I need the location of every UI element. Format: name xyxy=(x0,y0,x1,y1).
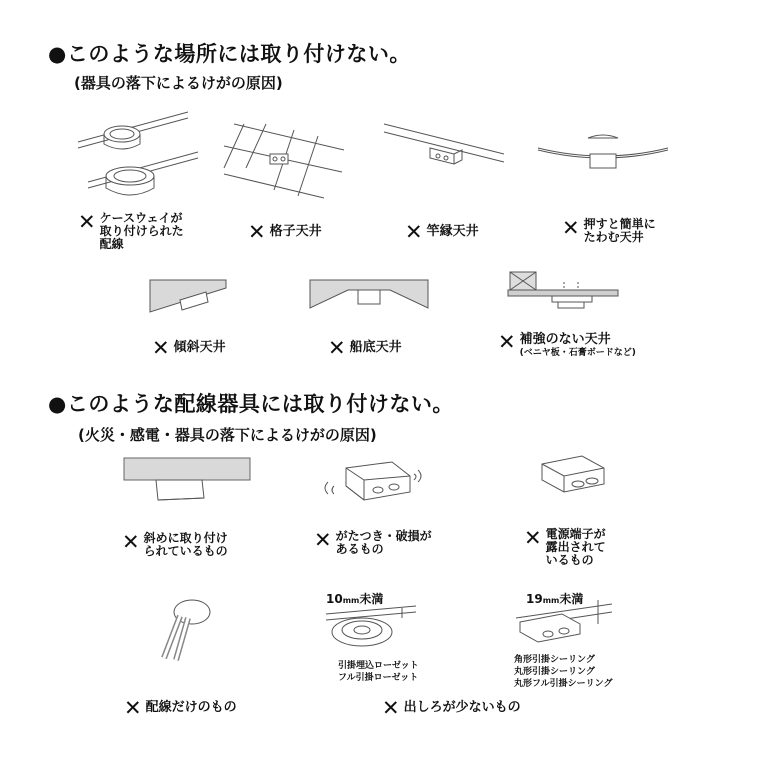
exposed-terminal-illustration xyxy=(534,454,614,504)
section2-heading: ●このような配線器具には取り付けない。 xyxy=(48,392,454,416)
cross-mark-icon: ✕ xyxy=(124,696,142,720)
section2-subheading: (火災・感電・器具の落下によるけがの原因) xyxy=(78,426,377,444)
caption-exposed-terminal: ✕ 電源端子が 露出されて いるもの xyxy=(524,526,606,567)
bare-wires-illustration xyxy=(150,598,220,668)
cross-mark-icon: ✕ xyxy=(382,696,400,720)
ceiling-hook-illustration xyxy=(516,600,612,650)
caption-sagging: ✕ 押すと簡単に たわむ天井 xyxy=(562,216,656,244)
caption-cane: ✕ 竿縁天井 xyxy=(405,220,479,244)
lattice-ceiling-illustration xyxy=(224,120,344,200)
caption-wires-only: ✕ 配線だけのもの xyxy=(124,696,237,720)
raceway-ceiling-illustration xyxy=(78,112,198,212)
cross-mark-icon: ✕ xyxy=(248,220,266,244)
tilted-fixture-illustration xyxy=(124,458,250,508)
sloped-ceiling-illustration xyxy=(150,280,226,320)
caption-tilted: ✕ 斜めに取り付け られているもの xyxy=(122,530,228,558)
caption-boat-bottom: ✕ 船底天井 xyxy=(328,336,402,360)
cross-mark-icon: ✕ xyxy=(405,220,423,244)
boat-bottom-ceiling-illustration xyxy=(310,280,428,316)
cross-mark-icon: ✕ xyxy=(314,528,332,552)
cross-mark-icon: ✕ xyxy=(498,330,516,354)
cross-mark-icon: ✕ xyxy=(122,530,140,554)
caption-unreinforced: ✕ 補強のない天井 (ベニヤ板・石膏ボードなど) xyxy=(498,330,636,358)
cross-mark-icon: ✕ xyxy=(78,210,96,234)
sagging-ceiling-illustration xyxy=(538,128,668,178)
unreinforced-ceiling-illustration xyxy=(508,270,618,314)
caption-lattice: ✕ 格子天井 xyxy=(248,220,322,244)
measure-left: 10mm未満 xyxy=(326,592,384,606)
caption-low-clearance: ✕ 出しろが少ないもの xyxy=(382,696,521,720)
caption-sloped: ✕ 傾斜天井 xyxy=(152,336,226,360)
measure-right: 19mm未満 xyxy=(526,592,584,606)
cross-mark-icon: ✕ xyxy=(328,336,346,360)
notes-left: 引掛埋込ローゼット フル引掛ローゼット xyxy=(338,661,419,683)
wobbly-fixture-illustration xyxy=(318,458,428,514)
notes-right: 角形引掛シーリング 丸形引掛シーリング 丸形フル引掛シーリング xyxy=(514,655,613,689)
section1-heading: ●このような場所には取り付けない。 xyxy=(48,42,411,66)
caption-wobbly: ✕ がたつき・破損が あるもの xyxy=(314,528,432,556)
caption-raceway: ✕ ケースウェイが 取り付けられた 配線 xyxy=(78,210,184,251)
cross-mark-icon: ✕ xyxy=(524,526,542,550)
flush-rosette-illustration xyxy=(326,606,416,662)
cane-ceiling-illustration xyxy=(384,120,504,180)
cross-mark-icon: ✕ xyxy=(562,216,580,240)
section1-subheading: (器具の落下によるけがの原因) xyxy=(74,74,283,92)
cross-mark-icon: ✕ xyxy=(152,336,170,360)
